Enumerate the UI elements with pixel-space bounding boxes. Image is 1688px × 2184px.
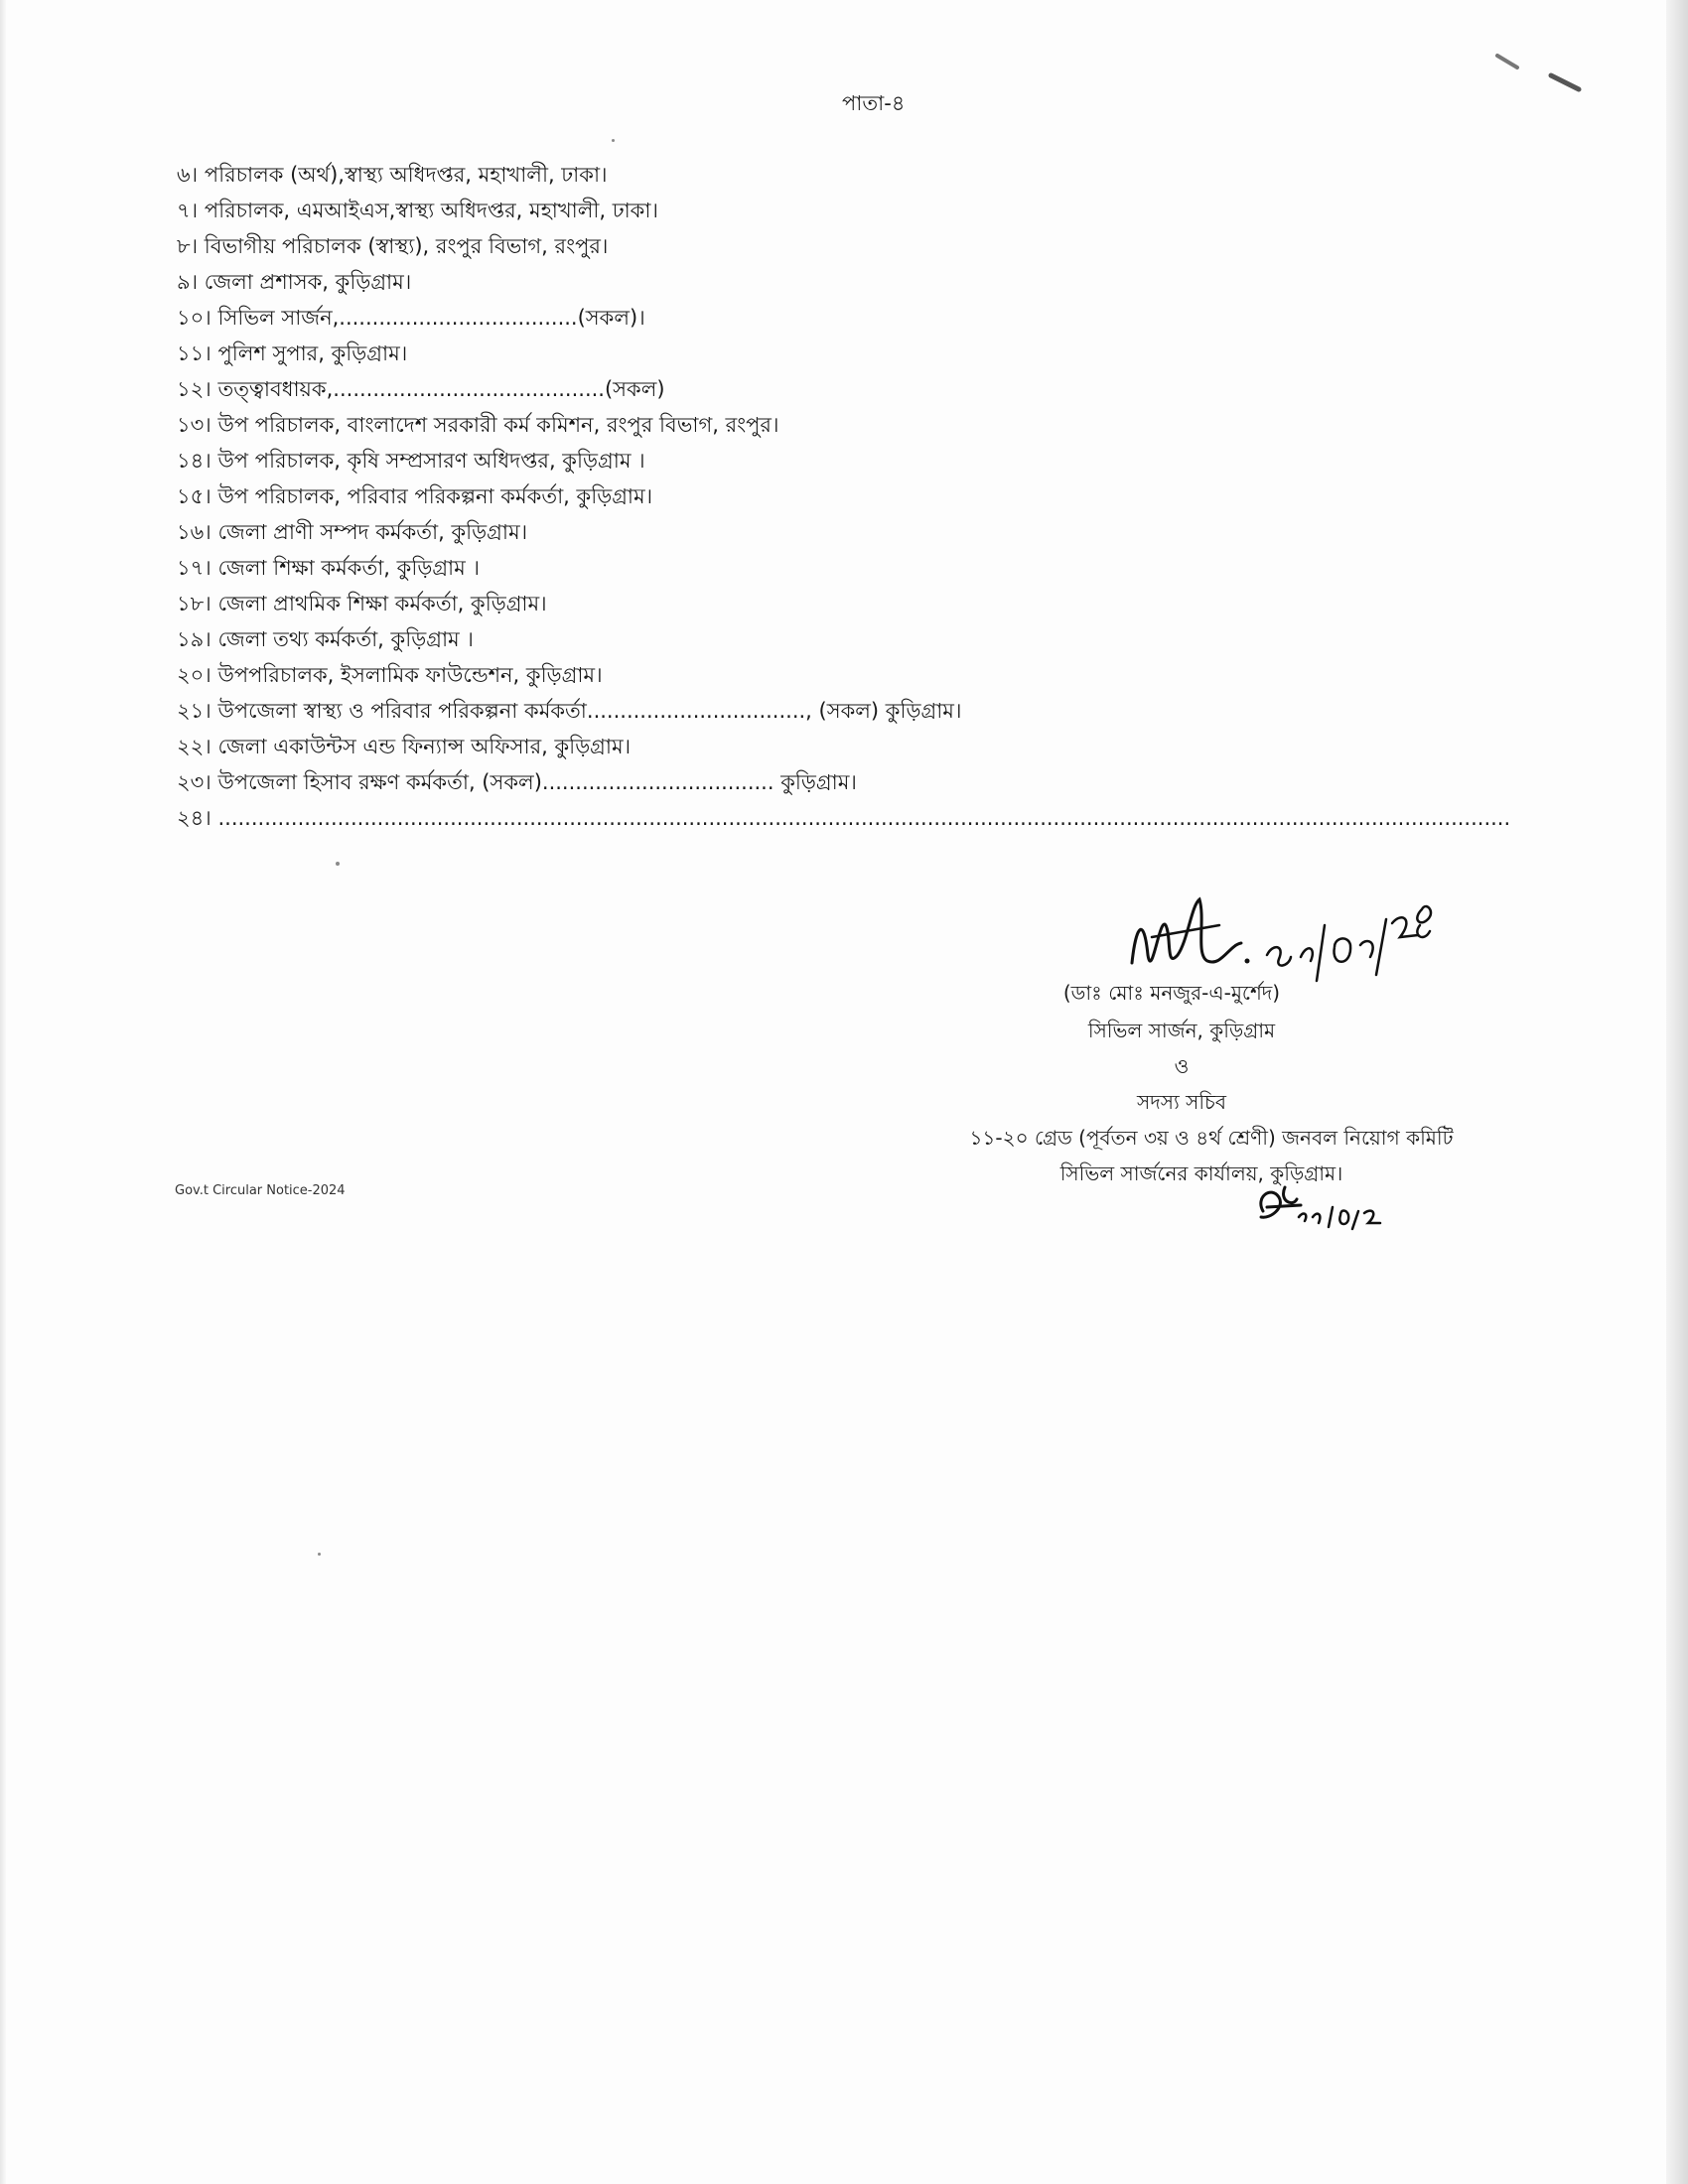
list-item: ১৩। উপ পরিচালক, বাংলাদেশ সরকারী কর্ম কমিশন, রংপুর বিভাগ, রংপুর। xyxy=(177,413,779,437)
handwritten-initials xyxy=(1249,1177,1388,1237)
signatory-name: (ডাঃ মোঃ মনজুর-এ-মুর্শেদ) xyxy=(1062,981,1281,1005)
list-item: ১৫। উপ পরিচালক, পরিবার পরিকল্পনা কর্মকর্তা, কুড়িগ্রাম। xyxy=(177,484,653,508)
list-item: ১৭। জেলা শিক্ষা কর্মকর্তা, কুড়িগ্রাম । xyxy=(177,556,480,580)
list-item: ২৩। উপজেলা হিসাব রক্ষণ কর্মকর্তা, (সকল)................................... কুড়িগ্রাম। xyxy=(177,770,857,794)
list-item: ১৪। উপ পরিচালক, কৃষি সম্প্রসারণ অধিদপ্তর, কুড়িগ্রাম । xyxy=(177,449,645,473)
list-item: ১৯। জেলা তথ্য কর্মকর্তা, কুড়িগ্রাম । xyxy=(177,627,474,651)
list-item: ১৮। জেলা প্রাথমিক শিক্ষা কর্মকর্তা, কুড়িগ্রাম। xyxy=(177,592,547,615)
list-item: ১২। তত্ত্বাবধায়ক,.........................................(সকল) xyxy=(177,377,665,401)
staple-marks xyxy=(1489,48,1599,107)
signatory-designation: সিভিল সার্জন, কুড়িগ্রাম xyxy=(1087,1019,1276,1042)
signature-block xyxy=(953,874,1549,1231)
scan-speck xyxy=(318,1553,321,1556)
scan-speck xyxy=(612,139,615,142)
scan-speck xyxy=(336,862,340,866)
distribution-list xyxy=(177,157,1567,836)
list-item: ১১। পুলিশ সুপার, কুড়িগ্রাম। xyxy=(177,341,408,365)
signatory-role: সদস্য সচিব xyxy=(1137,1090,1226,1114)
scan-edge-right xyxy=(1666,0,1688,2184)
list-item: ৭। পরিচালক, এমআইএস,স্বাস্থ্য অধিদপ্তর, মহাখালী, ঢাকা। xyxy=(177,199,658,222)
footer-note: Gov.t Circular Notice-2024 xyxy=(175,1183,346,1198)
list-item: ৬। পরিচালক (অর্থ),স্বাস্থ্য অধিদপ্তর, মহাখালী, ঢাকা। xyxy=(177,163,608,187)
scan-edge-left xyxy=(0,0,6,2184)
list-item: ২৪। ................................................................................................................................................................................................... xyxy=(177,806,1511,830)
list-item: ২০। উপপরিচালক, ইসলামিক ফাউন্ডেশন, কুড়িগ্রাম। xyxy=(177,663,603,687)
list-item: ১০। সিভিল সার্জন,....................................(সকল)। xyxy=(177,306,645,330)
committee-name: ১১-২০ গ্রেড (পূর্বতন ৩য় ও ৪র্থ শ্রেণী) জনবল নিয়োগ কমিটি xyxy=(969,1126,1454,1150)
list-item: ২২। জেলা একাউন্টস এন্ড ফিন্যান্স অফিসার, কুড়িগ্রাম। xyxy=(177,735,632,758)
list-item: ৯। জেলা প্রশাসক, কুড়িগ্রাম। xyxy=(177,270,412,294)
list-item: ২১। উপজেলা স্বাস্থ্য ও পরিবার পরিকল্পনা কর্মকর্তা................................., (সকল) কুড়িগ্রাম। xyxy=(177,699,962,723)
conjunction-text: ও xyxy=(1174,1054,1190,1078)
list-item: ৮। বিভাগীয় পরিচালক (স্বাস্থ্য), রংপুর বিভাগ, রংপুর। xyxy=(177,234,609,258)
list-item: ১৬। জেলা প্রাণী সম্পদ কর্মকর্তা, কুড়িগ্রাম। xyxy=(177,520,528,544)
office-name: সিভিল সার্জনের কার্যালয়, কুড়িগ্রাম। xyxy=(1059,1161,1343,1185)
page-number: পাতা-৪ xyxy=(842,91,906,115)
